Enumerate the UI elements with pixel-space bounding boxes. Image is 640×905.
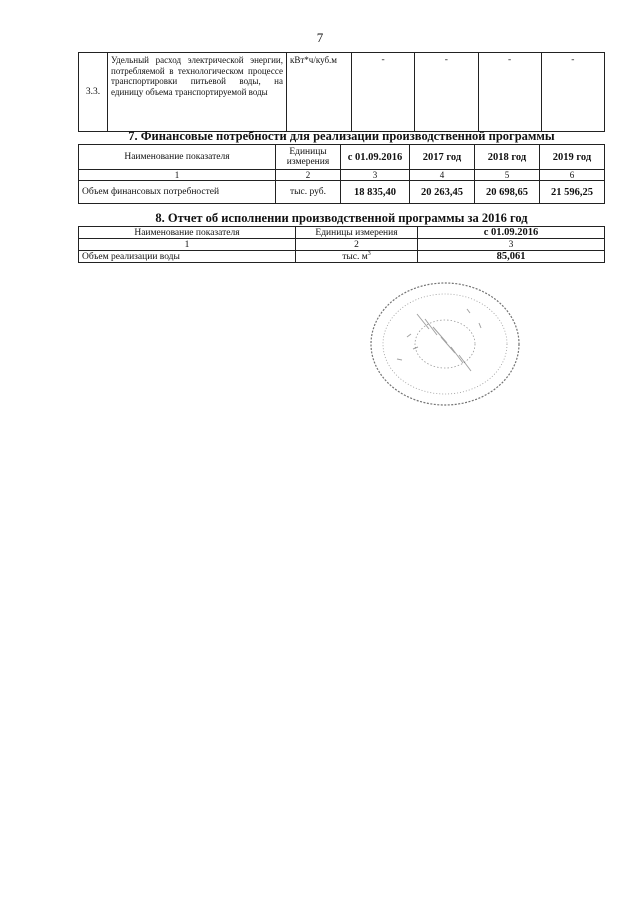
column-number: 2 [296, 239, 418, 251]
table-row [79, 181, 605, 204]
row-description: Удельный расход электрической энергии, потребляемой в технологическом процессе транспортировки питьевой воды, на единицу объема транспортируемой воды [108, 53, 287, 132]
row-unit-text: тыс. м [342, 252, 368, 263]
row-name: Объем финансовых потребностей [79, 181, 276, 204]
header-cell: с 01.09.2016 [341, 145, 410, 170]
header-cell: Единицы измерения [276, 145, 341, 170]
row-value: - [415, 53, 478, 132]
row-unit [296, 251, 418, 263]
page-number: 7 [316, 30, 324, 45]
column-number: 6 [540, 170, 605, 181]
row-name: Объем реализации воды [79, 251, 296, 263]
column-number: 3 [418, 239, 605, 251]
column-number: 5 [475, 170, 540, 181]
header-cell: с 01.09.2016 [418, 227, 605, 239]
row-unit: кВт*ч/куб.м [287, 53, 352, 132]
financial-needs-table [78, 144, 605, 204]
table-header-row [79, 145, 605, 170]
column-number-row [79, 170, 605, 181]
table-row [79, 251, 605, 263]
row-value: 20 698,65 [475, 181, 540, 204]
table-header-row [79, 227, 605, 239]
row-value: - [478, 53, 541, 132]
row-number: 3.3. [79, 53, 108, 132]
report-table [78, 226, 605, 263]
row-value: 18 835,40 [341, 181, 410, 204]
header-cell: 2018 год [475, 145, 540, 170]
table-row [79, 53, 605, 132]
row-unit-superscript: 3 [367, 251, 371, 257]
row-value: - [352, 53, 415, 132]
section-7-title: 7. Финансовые потребности для реализации производственной программы [128, 129, 555, 143]
header-cell: Наименование показателя [79, 145, 276, 170]
column-number: 1 [79, 170, 276, 181]
row-value: 85,061 [418, 251, 605, 263]
column-number: 2 [276, 170, 341, 181]
row-value: - [541, 53, 604, 132]
column-number: 3 [341, 170, 410, 181]
indicator-table-row-3-3 [78, 52, 605, 132]
row-unit: тыс. руб. [276, 181, 341, 204]
column-number-row [79, 239, 605, 251]
header-cell: 2019 год [540, 145, 605, 170]
header-cell: Наименование показателя [79, 227, 296, 239]
header-cell: Единицы измерения [296, 227, 418, 239]
row-value: 21 596,25 [540, 181, 605, 204]
row-value: 20 263,45 [410, 181, 475, 204]
column-number: 1 [79, 239, 296, 251]
section-8-title: 8. Отчет об исполнении производственной программы за 2016 год [155, 211, 528, 225]
official-stamp [367, 279, 523, 409]
column-number: 4 [410, 170, 475, 181]
header-cell: 2017 год [410, 145, 475, 170]
